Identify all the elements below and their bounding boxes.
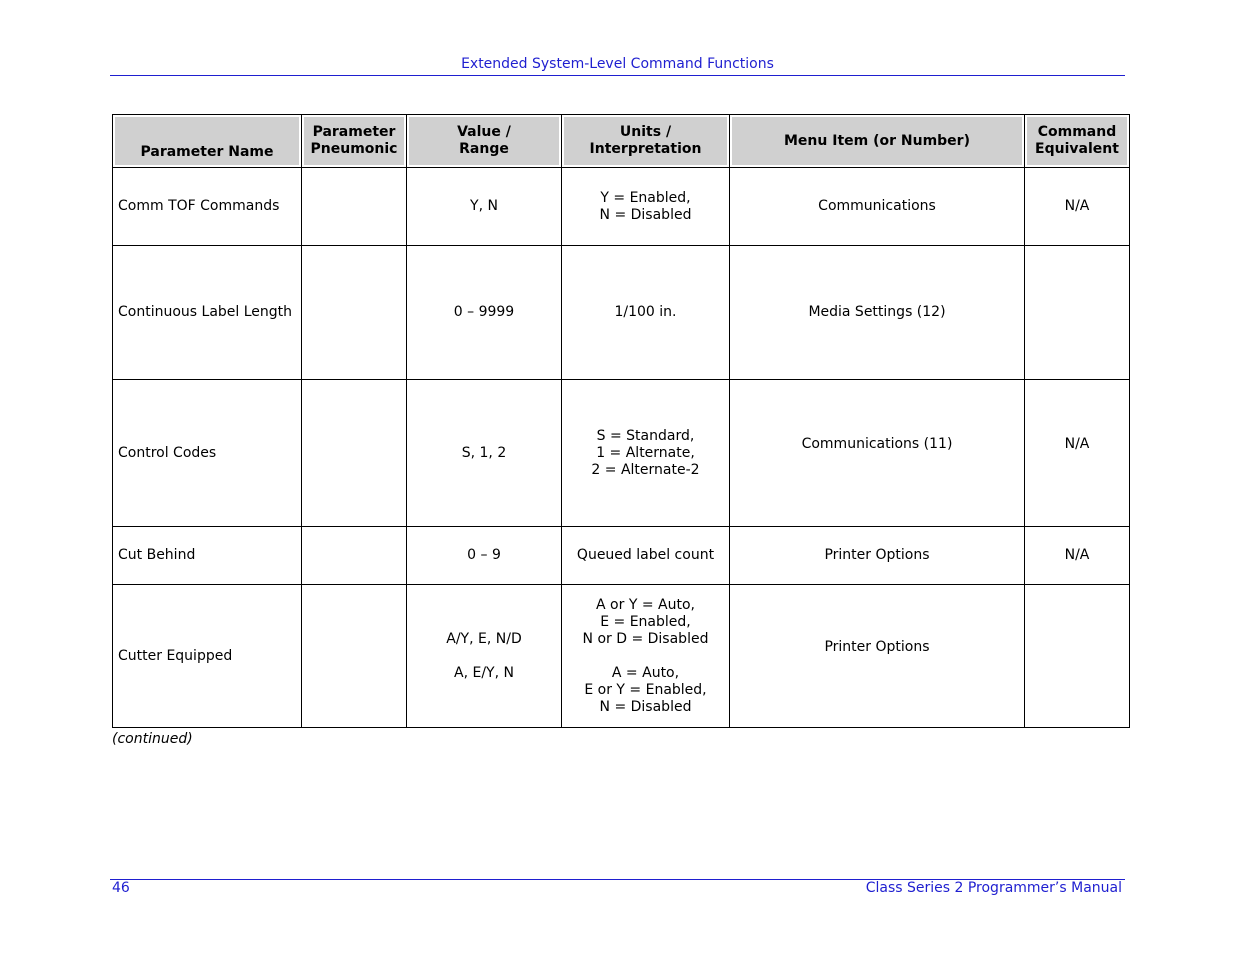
table-row	[113, 380, 1130, 527]
cell-command-equivalent	[1025, 585, 1130, 728]
table-row	[113, 246, 1130, 380]
value-range-option-a: A/Y, E, N/D	[446, 630, 522, 647]
cell-units: Y = Enabled, N = Disabled	[562, 168, 730, 246]
cell-units: S = Standard, 1 = Alternate, 2 = Alternate-2	[562, 380, 730, 527]
table-row	[113, 585, 1130, 728]
cell-parameter-name: Continuous Label Length	[113, 246, 302, 380]
column-header-menu-item: Menu Item (or Number)	[730, 115, 1025, 168]
page-number: 46	[112, 880, 130, 896]
parameter-table	[112, 114, 1130, 728]
cell-value-range: S, 1, 2	[407, 380, 562, 527]
continued-note: (continued)	[112, 731, 193, 747]
table-row	[113, 527, 1130, 585]
cell-pneumonic	[302, 585, 407, 728]
value-range-spacer	[412, 648, 556, 665]
cell-value-range: Y, N	[407, 168, 562, 246]
cell-command-equivalent	[1025, 246, 1130, 380]
cell-menu-item: Media Settings (12)	[730, 246, 1025, 380]
cell-pneumonic	[302, 246, 407, 380]
cell-command-equivalent: N/A	[1025, 527, 1130, 585]
cell-menu-item: Communications	[730, 168, 1025, 246]
cell-units: Queued label count	[562, 527, 730, 585]
column-header-parameter-name: Parameter Name	[113, 115, 302, 168]
cell-menu-item: Printer Options	[730, 527, 1025, 585]
column-header-units-interpretation: Units / Interpretation	[562, 115, 730, 168]
cell-parameter-name: Cut Behind	[113, 527, 302, 585]
cell-units	[562, 585, 730, 728]
cell-command-equivalent: N/A	[1025, 168, 1130, 246]
column-header-value-range: Value / Range	[407, 115, 562, 168]
value-range-option-b: A, E/Y, N	[454, 664, 514, 681]
cell-value-range: 0 – 9	[407, 527, 562, 585]
cell-menu-item: Printer Options	[730, 585, 1025, 728]
units-option-a: A or Y = Auto, E = Enabled, N or D = Disabled	[582, 596, 709, 647]
header-rule	[110, 75, 1125, 76]
cell-value-range: 0 – 9999	[407, 246, 562, 380]
units-spacer	[567, 648, 724, 665]
cell-units: 1/100 in.	[562, 246, 730, 380]
cell-parameter-name: Cutter Equipped	[113, 585, 302, 728]
column-header-command-equivalent: Command Equivalent	[1025, 115, 1130, 168]
manual-title: Class Series 2 Programmer’s Manual	[865, 880, 1122, 896]
cell-parameter-name: Control Codes	[113, 380, 302, 527]
cell-pneumonic	[302, 380, 407, 527]
table-header-row	[113, 115, 1130, 168]
column-header-parameter-pneumonic: Parameter Pneumonic	[302, 115, 407, 168]
cell-command-equivalent: N/A	[1025, 380, 1130, 527]
cell-pneumonic	[302, 527, 407, 585]
cell-parameter-name: Comm TOF Commands	[113, 168, 302, 246]
cell-menu-item: Communications (11)	[730, 380, 1025, 527]
units-option-b: A = Auto, E or Y = Enabled, N = Disabled	[584, 664, 707, 715]
running-header-title: Extended System-Level Command Functions	[461, 56, 774, 72]
cell-value-range	[407, 585, 562, 728]
table-row	[113, 168, 1130, 246]
cell-pneumonic	[302, 168, 407, 246]
